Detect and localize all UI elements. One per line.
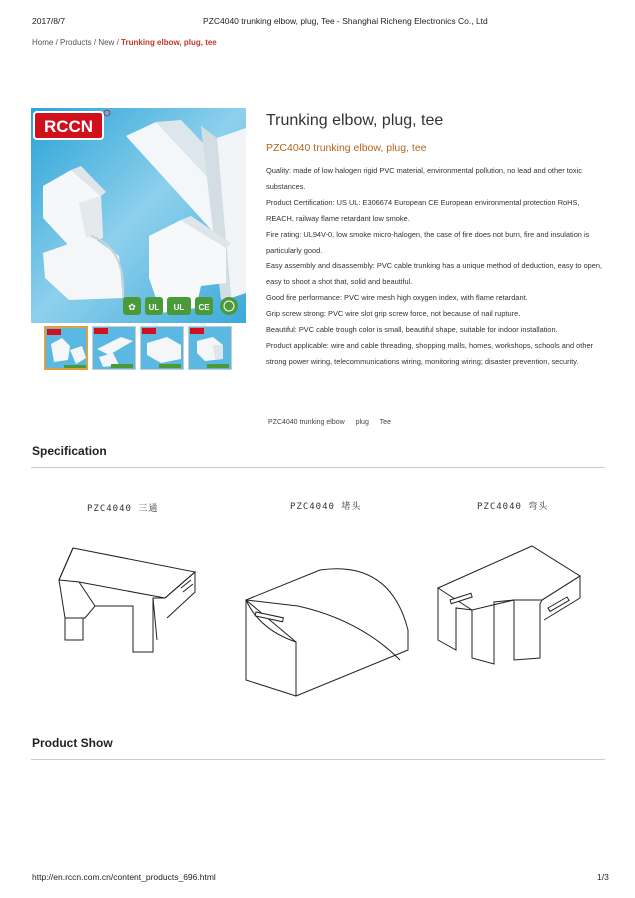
thumbnail-1[interactable] <box>44 326 88 370</box>
breadcrumb-current: Trunking elbow, plug, tee <box>121 38 217 47</box>
product-title: Trunking elbow, plug, tee <box>266 112 444 129</box>
desc-grip-screw: Grip screw strong: PVC wire slot grip screw force, not because of nail rupture. <box>266 309 521 319</box>
product-show-heading: Product Show <box>32 736 113 750</box>
plug-label: PZC4040 堵头 <box>290 502 362 512</box>
rohs-icon <box>220 297 238 315</box>
breadcrumb-sep: / <box>93 38 97 47</box>
elbow-label: PZC4040 弯头 <box>477 502 549 512</box>
footer-url[interactable]: http://en.rccn.com.cn/content_products_696.html <box>32 872 216 882</box>
desc-certification: Product Certification: US UL: E306674 European CE European environmental protection RoHS, REACH, railway flame retardant low smoke. <box>266 197 580 223</box>
page-title: PZC4040 trunking elbow, plug, Tee - Shanghai Richeng Electronics Co., Ltd <box>203 16 488 26</box>
elbow-drawing <box>432 540 592 670</box>
tag-link[interactable]: Tee <box>379 419 391 426</box>
tag-link[interactable]: plug <box>355 419 369 426</box>
product-main-image[interactable] <box>31 108 246 323</box>
divider <box>31 467 605 468</box>
tee-drawing <box>55 540 205 660</box>
desc-quality: Quality: made of low halogen rigid PVC material, environmental pollution, no lead and other toxic substances. <box>266 166 582 191</box>
desc-fire-performance: Good fire performance: PVC wire mesh high oxygen index, with flame retardant. <box>266 293 528 303</box>
rccn-logo <box>34 110 110 139</box>
print-date: 2017/8/7 <box>32 16 66 26</box>
thumbnail-strip <box>44 326 232 370</box>
divider <box>31 759 605 760</box>
logo-text: RCCN <box>43 117 94 136</box>
thumbnail-2[interactable] <box>92 326 136 370</box>
tee-label: PZC4040 三通 <box>87 504 159 514</box>
breadcrumb-home[interactable]: Home <box>32 38 54 47</box>
breadcrumb-sep: / <box>116 38 119 47</box>
desc-beautiful: Beautiful: PVC cable trough color is small, beautiful shape, suitable for indoor installation. <box>266 325 558 335</box>
tag-link[interactable]: PZC4040 trunking elbow <box>268 419 345 426</box>
svg-text:UL: UL <box>148 303 160 312</box>
desc-fire-rating: Fire rating: UL94V-0, low smoke micro-halogen, the case of fire does not burn, fire and insulation is particularly good. <box>266 229 590 255</box>
breadcrumb-products[interactable]: Products <box>60 38 92 47</box>
breadcrumb <box>32 38 217 47</box>
breadcrumb-new[interactable]: New <box>98 38 115 47</box>
svg-text:UL: UL <box>173 303 185 312</box>
page-number: 1/3 <box>597 872 609 882</box>
product-description <box>266 163 604 370</box>
svg-text:CE: CE <box>198 303 210 312</box>
thumbnail-4[interactable] <box>188 326 232 370</box>
plug-drawing <box>240 560 410 705</box>
breadcrumb-sep: / <box>55 38 58 47</box>
svg-text:✿: ✿ <box>128 303 136 313</box>
desc-applicable: Product applicable: wire and cable threading, shopping malls, homes, workshops, schools and other strong power wiring, telecommunications wiring, monitoring wiring; disaster prevention, security. <box>266 340 594 366</box>
thumbnail-3[interactable] <box>140 326 184 370</box>
product-tags <box>268 419 400 426</box>
desc-assembly: Easy assembly and disassembly: PVC cable trunking has a unique method of deduction, easy to open, easy to shoot a shot that, solid and beautiful. <box>266 261 603 287</box>
specification-heading: Specification <box>32 444 107 458</box>
product-model: PZC4040 trunking elbow, plug, tee <box>266 142 427 154</box>
